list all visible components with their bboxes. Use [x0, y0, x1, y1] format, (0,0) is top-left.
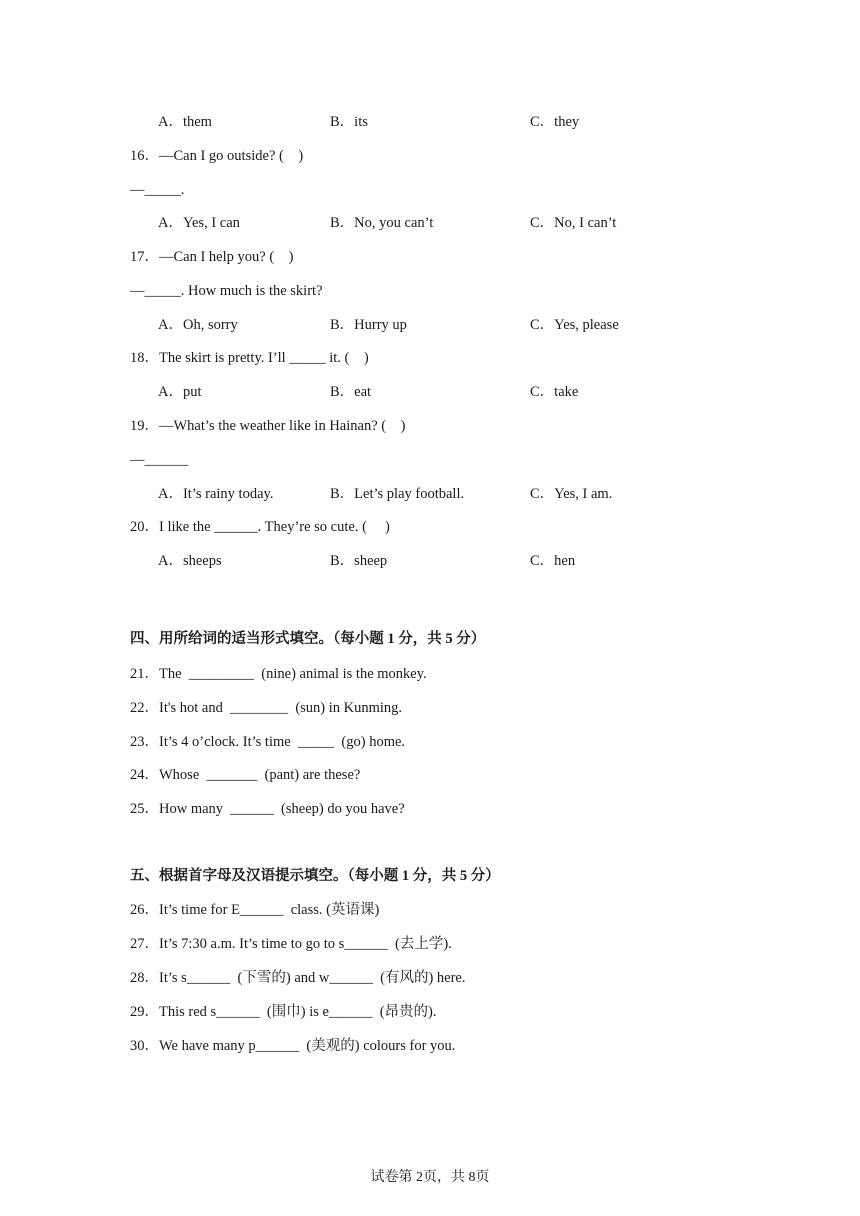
q18-stem: 18．The skirt is pretty. I’ll _____ it. ( ): [130, 350, 369, 366]
q30: 30．We have many p______ (美观的) colours for you.: [130, 1038, 456, 1054]
q23: 23．It’s 4 o’clock. It’s time _____ (go) home.: [130, 734, 406, 750]
q20-option-c: C．hen: [530, 553, 576, 569]
q18-option-c: C．take: [530, 384, 579, 400]
q24: 24．Whose _______ (pant) are these?: [130, 767, 361, 783]
section5-title: 五、根据首字母及汉语提示填空。（每小题 1 分，共 5 分）: [130, 868, 500, 884]
q16-reply: —_____.: [130, 182, 185, 198]
q17-option-c: C．Yes, please: [530, 317, 619, 333]
q17-option-b: B．Hurry up: [330, 317, 407, 333]
q27: 27．It’s 7:30 a.m. It’s time to go to s______ (去上学).: [130, 936, 452, 952]
q28: 28．It’s s______ (下雪的) and w______ (有风的) here.: [130, 970, 466, 986]
q21: 21．The _________ (nine) animal is the monkey.: [130, 666, 427, 682]
section4-title: 四、用所给词的适当形式填空。（每小题 1 分，共 5 分）: [130, 631, 486, 647]
q20-option-b: B．sheep: [330, 553, 388, 569]
q16-option-b: B．No, you can’t: [330, 215, 434, 231]
q25: 25．How many ______ (sheep) do you have?: [130, 801, 405, 817]
q15-option-b: B．its: [330, 114, 368, 130]
q17-stem: 17．—Can I help you? ( ): [130, 249, 294, 265]
q19-reply: —______: [130, 452, 188, 468]
q29: 29．This red s______ (围巾) is e______ (昂贵的).: [130, 1004, 437, 1020]
q15-option-a: A．them: [158, 114, 212, 130]
q19-option-a: A．It’s rainy today.: [158, 486, 274, 502]
q19-stem: 19．—What’s the weather like in Hainan? ( ): [130, 418, 406, 434]
q26: 26．It’s time for E______ class. (英语课): [130, 902, 380, 918]
q20-stem: 20．I like the ______. They’re so cute. ( ): [130, 519, 390, 535]
q18-option-a: A．put: [158, 384, 202, 400]
q20-option-a: A．sheeps: [158, 553, 222, 569]
q17-option-a: A．Oh, sorry: [158, 317, 238, 333]
q16-stem: 16．—Can I go outside? ( ): [130, 148, 304, 164]
page-footer: 试卷第 2页，共 8页: [370, 1170, 490, 1185]
q19-option-b: B．Let’s play football.: [330, 486, 465, 502]
q22: 22．It's hot and ________ (sun) in Kunming.: [130, 700, 403, 716]
q17-reply: —_____. How much is the skirt?: [130, 283, 323, 299]
q18-option-b: B．eat: [330, 384, 372, 400]
q16-option-c: C．No, I can’t: [530, 215, 617, 231]
q15-option-c: C．they: [530, 114, 580, 130]
q16-option-a: A．Yes, I can: [158, 215, 240, 231]
q19-option-c: C．Yes, I am.: [530, 486, 613, 502]
